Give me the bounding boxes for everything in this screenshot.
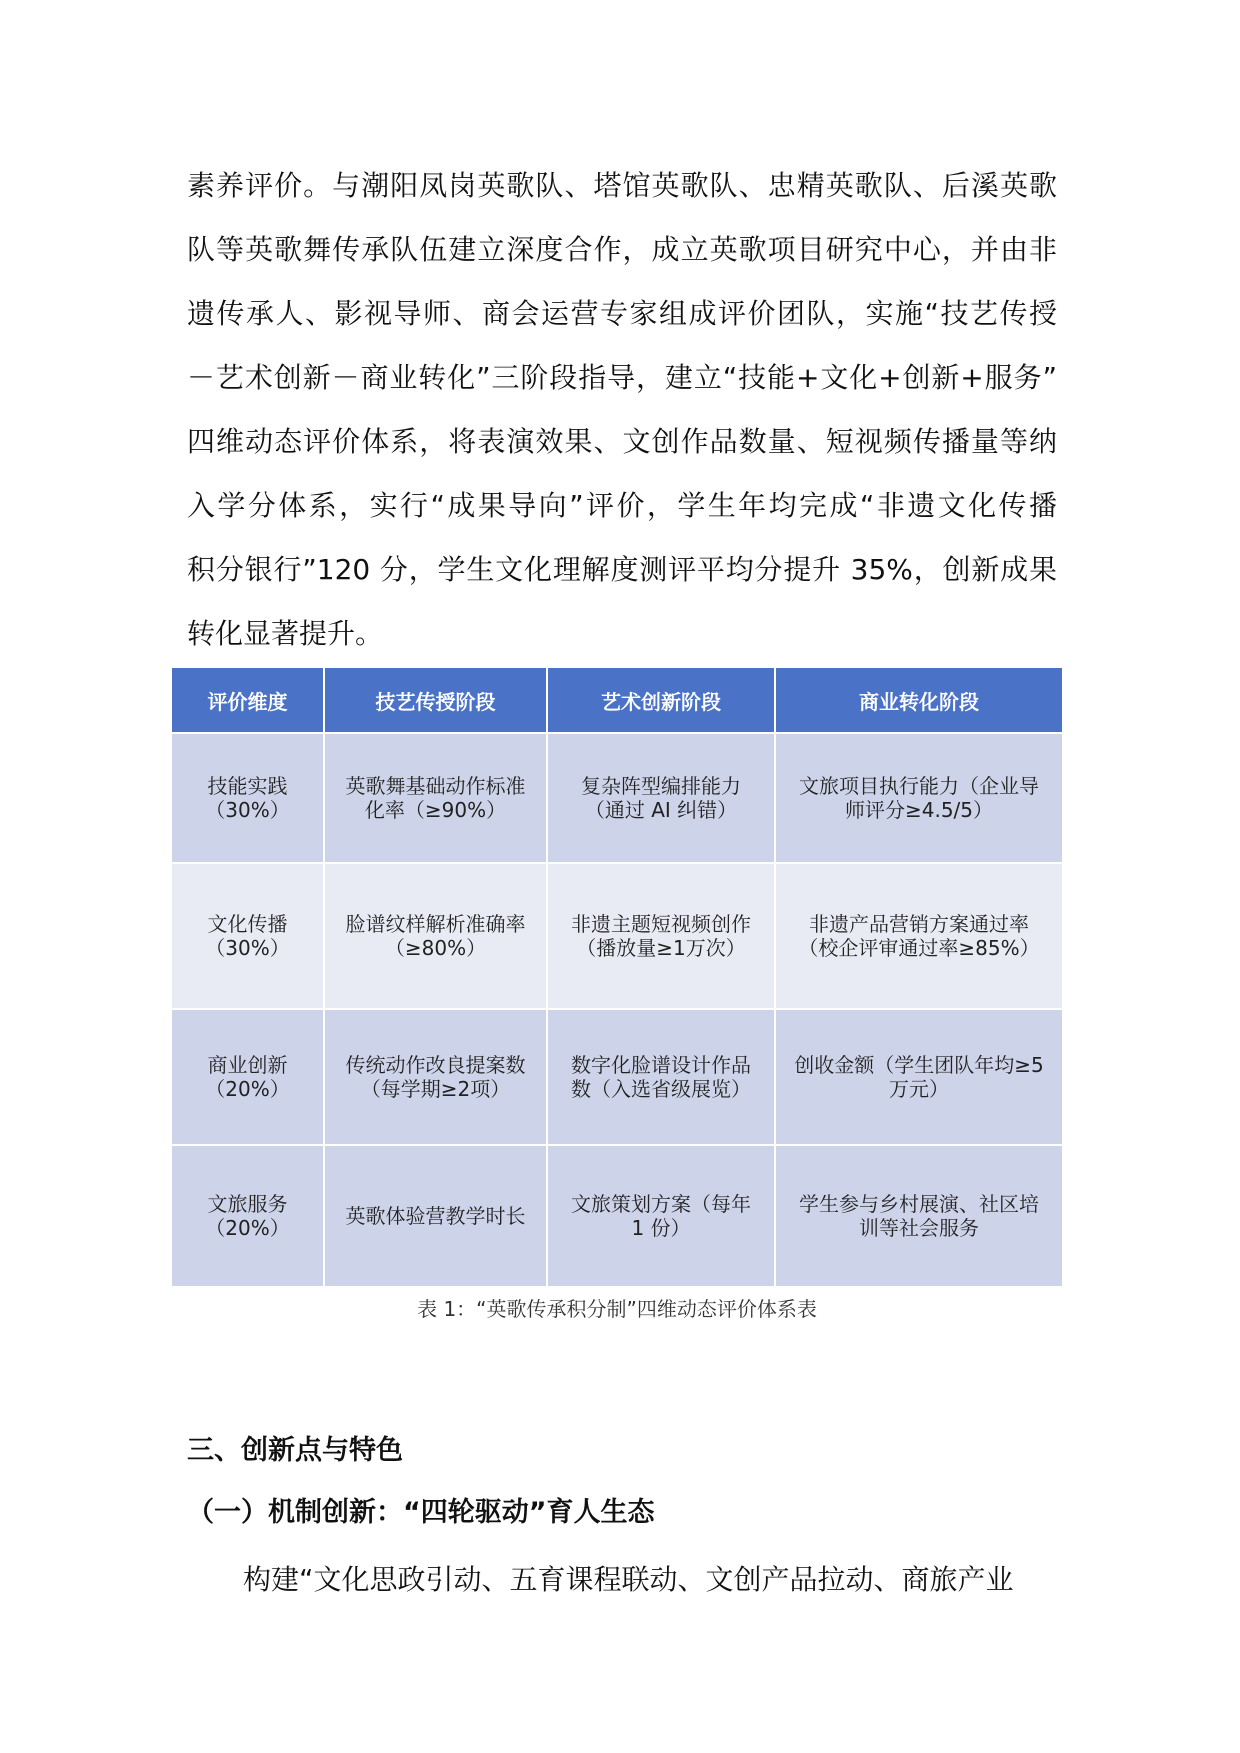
table-cell: 学生参与乡村展演、社区培训等社会服务	[775, 1145, 1062, 1286]
table-header-cell: 评价维度	[172, 668, 324, 733]
table-row	[172, 733, 1062, 863]
table-cell: 文旅策划方案（每年 1 份）	[547, 1145, 775, 1286]
table-row	[172, 863, 1062, 1009]
text-line: 队等英歌舞传承队伍建立深度合作，成立英歌项目研究中心，并由非	[187, 233, 1057, 266]
table-cell: 文旅服务（20%）	[172, 1145, 324, 1286]
table-cell: 技能实践（30%）	[172, 733, 324, 863]
intro-paragraph	[187, 154, 1057, 666]
text-line: 积分银行”120 分，学生文化理解度测评平均分提升 35%，创新成果	[187, 553, 1057, 586]
subsection-heading: （一）机制创新：“四轮驱动”育人生态	[187, 1497, 655, 1528]
table-row	[172, 1009, 1062, 1145]
table-cell: 非遗主题短视频创作（播放量≥1万次）	[547, 863, 775, 1009]
section-heading: 三、创新点与特色	[187, 1435, 403, 1466]
text-line: 四维动态评价体系，将表演效果、文创作品数量、短视频传播量等纳	[187, 425, 1057, 458]
text-line: －艺术创新－商业转化”三阶段指导，建立“技能+文化+创新+服务”	[187, 361, 1057, 394]
table-cell: 商业创新（20%）	[172, 1009, 324, 1145]
text-line: 遗传承人、影视导师、商会运营专家组成评价团队，实施“技艺传授	[187, 297, 1057, 330]
table-cell: 非遗产品营销方案通过率（校企评审通过率≥85%）	[775, 863, 1062, 1009]
table-header-cell: 艺术创新阶段	[547, 668, 775, 733]
table-cell: 创收金额（学生团队年均≥5 万元）	[775, 1009, 1062, 1145]
table-header-row	[172, 668, 1062, 733]
table-cell: 传统动作改良提案数（每学期≥2项）	[324, 1009, 547, 1145]
table-cell: 文化传播（30%）	[172, 863, 324, 1009]
table-cell: 数字化脸谱设计作品数（入选省级展览）	[547, 1009, 775, 1145]
table-cell: 文旅项目执行能力（企业导师评分≥4.5/5）	[775, 733, 1062, 863]
text-line: 素养评价。与潮阳凤岗英歌队、塔馆英歌队、忠精英歌队、后溪英歌	[187, 169, 1057, 202]
table-cell: 脸谱纹样解析准确率（≥80%）	[324, 863, 547, 1009]
table-cell: 英歌舞基础动作标准化率（≥90%）	[324, 733, 547, 863]
table-header-cell: 商业转化阶段	[775, 668, 1062, 733]
table-cell: 英歌体验营教学时长	[324, 1145, 547, 1286]
text-line: 入学分体系，实行“成果导向”评价，学生年均完成“非遗文化传播	[187, 489, 1057, 522]
evaluation-table	[172, 668, 1062, 1286]
text-line: 转化显著提升。	[187, 617, 384, 650]
table-cell: 复杂阵型编排能力（通过 AI 纠错）	[547, 733, 775, 863]
table-row	[172, 1145, 1062, 1286]
table-caption: 表 1：“英歌传承积分制”四维动态评价体系表	[417, 1297, 817, 1321]
table-header-cell: 技艺传授阶段	[324, 668, 547, 733]
body-paragraph: 构建“文化思政引动、五育课程联动、文创产品拉动、商旅产业	[243, 1563, 1014, 1596]
